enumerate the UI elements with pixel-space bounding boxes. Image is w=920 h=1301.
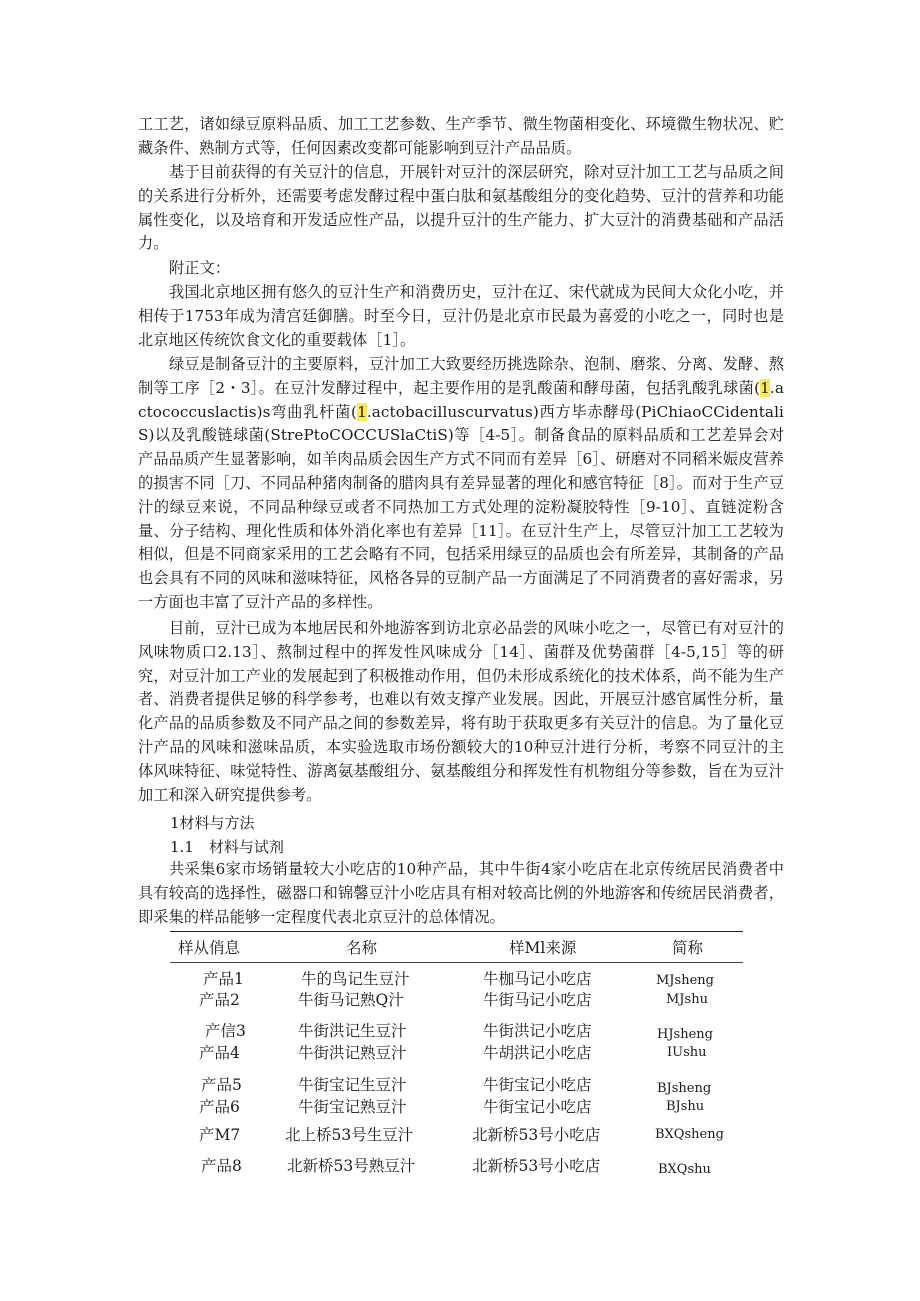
highlight-mark: 1 (357, 402, 367, 421)
table-cell-source: 牛胡洪记小吃店 (483, 1044, 592, 1062)
table-cell-name: 牛街洪记生豆汁 (298, 1022, 407, 1040)
paragraph-history: 我国北京地区拥有悠久的豆汁生产和消费历史，豆汁在辽、宋代就成为民间大众化小吃，并相传于1753年成为清宫廷御膳。时至今日，豆汁仍是北京市民最为喜爱的小吃之一，同时也是北京地区传统饮食文化的重要载体［1］。 (138, 283, 784, 349)
table-cell-sample: 产信3 (205, 1022, 246, 1040)
table-cell-abbr: IUshu (667, 1045, 707, 1060)
table-cell-source: 牛枷马记小吃店 (483, 970, 592, 988)
table-header-sample: 样从俏息 (178, 939, 241, 957)
appendix-label: 附正文： (169, 259, 231, 277)
table-header-name: 名称 (346, 939, 378, 957)
table-cell-source: 牛街洪记小吃店 (483, 1022, 592, 1040)
table-cell-name: 北新桥53号熟豆汁 (287, 1157, 416, 1175)
subsection-heading: 1.1 材料与试剂 (170, 838, 284, 856)
paragraph-raw-material-text-a: 绿豆是制备豆汁的主要原料，豆汁加工大致要经历挑选除杂、泡制、磨浆、分离、发酵、熬制等工序［2・3］。在豆汁发酵过程中，起主要作用的是乳酸菌和酵母菌，包括乳酸乳球菌( (138, 355, 784, 397)
table-cell-name: 牛街马记熟Q汁 (298, 991, 404, 1009)
table-cell-abbr: BXQshu (658, 1162, 711, 1177)
table-cell-source: 牛街宝记小吃店 (483, 1076, 592, 1094)
table-cell-abbr: BJsheng (657, 1081, 712, 1096)
table-cell-abbr: MJshu (666, 992, 708, 1007)
table-header-rule (170, 962, 743, 963)
section-heading: 1材料与方法 (170, 814, 255, 832)
table-cell-source: 牛街宝记小吃店 (483, 1098, 592, 1116)
table-cell-abbr: HJsheng (657, 1027, 713, 1042)
table-cell-abbr: MJsheng (656, 973, 714, 988)
table-cell-name: 牛街洪记熟豆汁 (298, 1044, 407, 1062)
table-cell-abbr: BJshu (666, 1099, 705, 1114)
table-cell-sample: 产M7 (199, 1126, 241, 1144)
table-cell-name: 牛街宝记生豆汁 (298, 1076, 407, 1094)
paragraph-research-outlook: 基于目前获得的有关豆汁的信息，开展针对豆汁的深层研究，除对豆汁加工工艺与品质之间的关系进行分析外，还需要考虑发酵过程中蛋白肽和氨基酸组分的变化趋势、豆汁的营养和功能属性变化，以及培育和开发适应性产品，以提升豆汁的生产能力、扩大豆汁的消费基础和产品活力。 (138, 163, 784, 253)
paragraph-current-status: 目前，豆汁已成为本地居民和外地游客到访北京必品尝的风味小吃之一，尽管已有对豆汁的风味物质口2.13］、熬制过程中的挥发性风味成分［14］、菌群及优势菌群［4-5,15］等的研究，对豆汁加工产业的发展起到了积极推动作用，但仍未形成系统化的技术体系，尚不能为生产者、消费者提供足够的科学参考，也难以有效支撑产业发展。因此，开展豆汁感官属性分析，量化产品的品质参数及不同产品之间的参数差异，将有助于获取更多有关豆汁的信息。为了量化豆汁产品的风味和滋味品质，本实验选取市场份额较大的10种豆汁进行分析，考察不同豆汁的主体风味特征、味觉特性、游离氨基酸组分、氨基酸组分和挥发性有机物组分等参数，旨在为豆汁加工和深入研究提供参考。 (138, 619, 784, 804)
table-top-rule (170, 931, 743, 932)
paragraph-continuation: 工工艺，诸如绿豆原料品质、加工工艺参数、生产季节、微生物菌相变化、环境微生物状况、贮藏条件、熟制方式等，任何因素改变都可能影响到豆汁产品品质。 (138, 115, 784, 157)
table-cell-name: 牛的鸟记生豆汁 (301, 970, 410, 988)
table-cell-abbr: BXQsheng (655, 1127, 724, 1142)
paragraph-raw-material-text-c: .actobacilluscurvatus)西方毕赤酵母(PiChiaoCCidentaliS)以及乳酸链球菌(StrePtoCOCCUSlaCtiS)等［4-5］。制备食品的原料品质和工艺差异会对产品品质产生显著影响，如羊肉品质会因生产方式不同而有差异［6］、研磨对不同稻米娠皮营养的损害不同［刀、不同品种猪肉制备的腊肉具有差异显著的理化和感官特征［8］。而对于生产豆汁的绿豆来说，不同品种绿豆或者不同热加工方式处理的淀粉凝胶特性［9-10］、直链淀粉含量、分子结构、理化性质和体外消化率也有差异［11］。在豆汁生产上，尽管豆汁加工工艺较为相似，但是不同商家采用的工艺会略有不同，包括采用绿豆的品质也会有所差异，其制备的产品也会具有不同的风味和滋味特征，风格各异的豆制产品一方面满足了不同消费者的喜好需求，另一方面也丰富了豆汁产品的多样性。 (138, 402, 785, 611)
table-cell-name: 牛街宝记熟豆汁 (298, 1098, 407, 1116)
highlight-mark: 1 (760, 378, 770, 397)
table-cell-sample: 产品1 (203, 970, 244, 988)
table-cell-source: 牛街马记小吃店 (483, 991, 592, 1009)
paragraph-raw-material-text-b: .actococcuslactis)s弯曲乳杆菌( (138, 378, 784, 421)
table-cell-name: 北上桥53号生豆汁 (285, 1126, 414, 1144)
table-cell-source: 北新桥53号小吃店 (472, 1157, 601, 1175)
table-header-source: 样Ml来源 (509, 939, 577, 957)
paragraph-samples: 共采集6家市场销量较大小吃店的10种产品，其中牛街4家小吃店在北京传统居民消费者中具有较高的选择性，磁器口和锦馨豆汁小吃店具有相对较高比例的外地游客和传统居民消费者，即采集的样品能够一定程度代表北京豆汁的总体情况。 (138, 860, 784, 926)
table-cell-sample: 产品5 (201, 1076, 242, 1094)
table-cell-source: 北新桥53号小吃店 (472, 1126, 601, 1144)
table-cell-sample: 产品8 (201, 1157, 242, 1175)
table-header-abbr: 简称 (672, 939, 704, 957)
table-cell-sample: 产品4 (199, 1044, 240, 1062)
paragraph-raw-material (138, 353, 784, 615)
table-cell-sample: 产品6 (199, 1098, 240, 1116)
table-cell-sample: 产品2 (199, 991, 240, 1009)
